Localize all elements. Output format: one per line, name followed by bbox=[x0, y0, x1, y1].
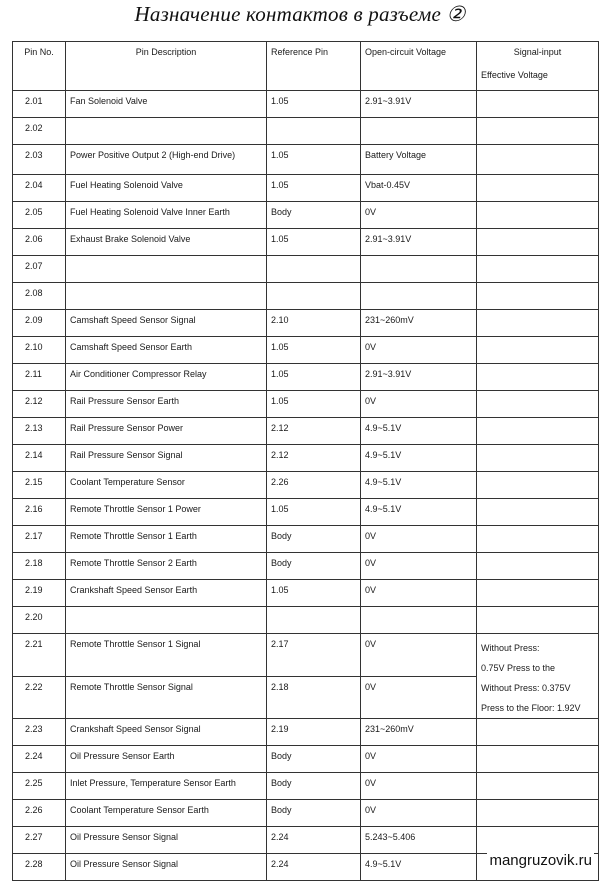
cell-effective-voltage-note bbox=[477, 634, 599, 719]
table-row bbox=[13, 580, 599, 607]
table-row bbox=[13, 310, 599, 337]
cell-pin-no: 2.21 bbox=[13, 634, 66, 677]
cell-pin-description: Rail Pressure Sensor Signal bbox=[66, 445, 267, 472]
header-signal-input-line1: Signal-input bbox=[513, 47, 562, 57]
header-pin-no: Pin No. bbox=[13, 42, 66, 91]
cell-pin-description: Fuel Heating Solenoid Valve bbox=[66, 175, 267, 202]
cell-pin-no: 2.24 bbox=[13, 746, 66, 773]
cell-signal-input bbox=[477, 526, 599, 553]
table-row bbox=[13, 607, 599, 634]
cell-open-circuit-voltage: 2.91~3.91V bbox=[361, 364, 477, 391]
cell-signal-input bbox=[477, 800, 599, 827]
cell-pin-description: Coolant Temperature Sensor Earth bbox=[66, 800, 267, 827]
cell-open-circuit-voltage: Battery Voltage bbox=[361, 145, 477, 175]
cell-reference-pin: Body bbox=[267, 553, 361, 580]
cell-pin-description: Oil Pressure Sensor Signal bbox=[66, 827, 267, 854]
cell-open-circuit-voltage: 0V bbox=[361, 746, 477, 773]
cell-signal-input bbox=[477, 773, 599, 800]
table-row bbox=[13, 719, 599, 746]
header-reference-pin: Reference Pin bbox=[267, 42, 361, 91]
cell-reference-pin: 1.05 bbox=[267, 91, 361, 118]
cell-pin-description: Remote Throttle Sensor 1 Power bbox=[66, 499, 267, 526]
cell-reference-pin: 1.05 bbox=[267, 145, 361, 175]
cell-pin-no: 2.27 bbox=[13, 827, 66, 854]
header-signal-input bbox=[477, 42, 599, 91]
cell-reference-pin: 1.05 bbox=[267, 391, 361, 418]
cell-open-circuit-voltage bbox=[361, 118, 477, 145]
cell-open-circuit-voltage: 0V bbox=[361, 773, 477, 800]
cell-pin-description: Rail Pressure Sensor Earth bbox=[66, 391, 267, 418]
table-row bbox=[13, 202, 599, 229]
cell-pin-no: 2.06 bbox=[13, 229, 66, 256]
cell-reference-pin: Body bbox=[267, 526, 361, 553]
cell-pin-no: 2.20 bbox=[13, 607, 66, 634]
table-row bbox=[13, 746, 599, 773]
cell-open-circuit-voltage: 4.9~5.1V bbox=[361, 472, 477, 499]
cell-signal-input bbox=[477, 310, 599, 337]
cell-signal-input bbox=[477, 91, 599, 118]
cell-signal-input bbox=[477, 746, 599, 773]
effective-voltage-line: Press to the Floor: 1.92V bbox=[481, 703, 581, 713]
cell-reference-pin: 1.05 bbox=[267, 175, 361, 202]
header-pin-description: Pin Description bbox=[66, 42, 267, 91]
table-row bbox=[13, 418, 599, 445]
cell-reference-pin: Body bbox=[267, 202, 361, 229]
cell-reference-pin: 2.24 bbox=[267, 854, 361, 881]
table-row bbox=[13, 337, 599, 364]
page-title: Назначение контактов в разъеме ② bbox=[134, 2, 466, 26]
cell-reference-pin: 2.19 bbox=[267, 719, 361, 746]
cell-signal-input bbox=[477, 719, 599, 746]
cell-pin-no: 2.08 bbox=[13, 283, 66, 310]
cell-signal-input bbox=[477, 607, 599, 634]
cell-signal-input bbox=[477, 553, 599, 580]
cell-pin-no: 2.01 bbox=[13, 91, 66, 118]
cell-pin-description: Remote Throttle Sensor Signal bbox=[66, 676, 267, 719]
cell-open-circuit-voltage: 0V bbox=[361, 800, 477, 827]
cell-reference-pin: 2.12 bbox=[267, 445, 361, 472]
cell-pin-description: Camshaft Speed Sensor Earth bbox=[66, 337, 267, 364]
cell-pin-description bbox=[66, 118, 267, 145]
cell-pin-description: Crankshaft Speed Sensor Earth bbox=[66, 580, 267, 607]
cell-signal-input bbox=[477, 499, 599, 526]
cell-pin-no: 2.19 bbox=[13, 580, 66, 607]
cell-reference-pin: 2.12 bbox=[267, 418, 361, 445]
table-row bbox=[13, 391, 599, 418]
cell-pin-description: Remote Throttle Sensor 2 Earth bbox=[66, 553, 267, 580]
cell-open-circuit-voltage: 4.9~5.1V bbox=[361, 499, 477, 526]
cell-pin-description: Coolant Temperature Sensor bbox=[66, 472, 267, 499]
cell-pin-no: 2.04 bbox=[13, 175, 66, 202]
cell-pin-description bbox=[66, 256, 267, 283]
cell-pin-description: Inlet Pressure, Temperature Sensor Earth bbox=[66, 773, 267, 800]
cell-reference-pin: 2.17 bbox=[267, 634, 361, 677]
table-row bbox=[13, 634, 599, 677]
cell-open-circuit-voltage: 2.91~3.91V bbox=[361, 91, 477, 118]
cell-signal-input bbox=[477, 145, 599, 175]
cell-open-circuit-voltage bbox=[361, 607, 477, 634]
cell-signal-input bbox=[477, 364, 599, 391]
cell-pin-no: 2.03 bbox=[13, 145, 66, 175]
cell-open-circuit-voltage: 231~260mV bbox=[361, 310, 477, 337]
cell-open-circuit-voltage: 4.9~5.1V bbox=[361, 854, 477, 881]
cell-open-circuit-voltage: 0V bbox=[361, 553, 477, 580]
cell-open-circuit-voltage: 0V bbox=[361, 337, 477, 364]
table-body bbox=[13, 91, 599, 881]
cell-pin-no: 2.02 bbox=[13, 118, 66, 145]
cell-pin-no: 2.22 bbox=[13, 676, 66, 719]
cell-reference-pin: 1.05 bbox=[267, 499, 361, 526]
cell-pin-description: Oil Pressure Sensor Earth bbox=[66, 746, 267, 773]
cell-pin-no: 2.18 bbox=[13, 553, 66, 580]
cell-signal-input bbox=[477, 229, 599, 256]
cell-reference-pin bbox=[267, 607, 361, 634]
cell-signal-input bbox=[477, 472, 599, 499]
table-row bbox=[13, 91, 599, 118]
cell-reference-pin: Body bbox=[267, 773, 361, 800]
cell-open-circuit-voltage: Vbat-0.45V bbox=[361, 175, 477, 202]
cell-pin-no: 2.23 bbox=[13, 719, 66, 746]
cell-pin-no: 2.14 bbox=[13, 445, 66, 472]
table-row bbox=[13, 773, 599, 800]
cell-pin-no: 2.09 bbox=[13, 310, 66, 337]
cell-reference-pin bbox=[267, 256, 361, 283]
cell-reference-pin: 2.10 bbox=[267, 310, 361, 337]
table-row bbox=[13, 256, 599, 283]
cell-open-circuit-voltage: 4.9~5.1V bbox=[361, 418, 477, 445]
table-row bbox=[13, 553, 599, 580]
header-open-circuit-voltage: Open-circuit Voltage bbox=[361, 42, 477, 91]
table-row bbox=[13, 472, 599, 499]
cell-pin-description: Remote Throttle Sensor 1 Earth bbox=[66, 526, 267, 553]
cell-signal-input bbox=[477, 827, 599, 854]
cell-pin-no: 2.15 bbox=[13, 472, 66, 499]
cell-reference-pin: 1.05 bbox=[267, 337, 361, 364]
cell-open-circuit-voltage: 5.243~5.406 bbox=[361, 827, 477, 854]
header-effective-voltage: Effective Voltage bbox=[481, 70, 548, 80]
cell-pin-description: Power Positive Output 2 (High-end Drive) bbox=[66, 145, 267, 175]
cell-pin-no: 2.11 bbox=[13, 364, 66, 391]
table-row bbox=[13, 800, 599, 827]
cell-pin-no: 2.25 bbox=[13, 773, 66, 800]
cell-pin-description bbox=[66, 607, 267, 634]
cell-open-circuit-voltage: 0V bbox=[361, 580, 477, 607]
cell-signal-input bbox=[477, 202, 599, 229]
cell-pin-no: 2.28 bbox=[13, 854, 66, 881]
cell-signal-input bbox=[477, 118, 599, 145]
table-row bbox=[13, 145, 599, 175]
cell-pin-description: Exhaust Brake Solenoid Valve bbox=[66, 229, 267, 256]
cell-open-circuit-voltage: 231~260mV bbox=[361, 719, 477, 746]
pin-table bbox=[12, 41, 599, 881]
cell-pin-description: Camshaft Speed Sensor Signal bbox=[66, 310, 267, 337]
table-row bbox=[13, 118, 599, 145]
cell-reference-pin: 1.05 bbox=[267, 229, 361, 256]
table-row bbox=[13, 175, 599, 202]
table-header-row bbox=[13, 42, 599, 91]
cell-signal-input bbox=[477, 283, 599, 310]
cell-signal-input bbox=[477, 580, 599, 607]
cell-pin-no: 2.17 bbox=[13, 526, 66, 553]
cell-reference-pin: Body bbox=[267, 800, 361, 827]
cell-open-circuit-voltage: 0V bbox=[361, 634, 477, 677]
cell-open-circuit-voltage: 2.91~3.91V bbox=[361, 229, 477, 256]
effective-voltage-line: Without Press: bbox=[481, 643, 540, 653]
cell-signal-input bbox=[477, 418, 599, 445]
cell-reference-pin: 1.05 bbox=[267, 580, 361, 607]
cell-pin-description: Remote Throttle Sensor 1 Signal bbox=[66, 634, 267, 677]
cell-pin-description: Crankshaft Speed Sensor Signal bbox=[66, 719, 267, 746]
table-row bbox=[13, 526, 599, 553]
cell-pin-no: 2.12 bbox=[13, 391, 66, 418]
table-row bbox=[13, 499, 599, 526]
cell-pin-no: 2.05 bbox=[13, 202, 66, 229]
cell-open-circuit-voltage: 0V bbox=[361, 391, 477, 418]
cell-reference-pin: Body bbox=[267, 746, 361, 773]
effective-voltage-line: Without Press: 0.375V bbox=[481, 683, 571, 693]
table-row bbox=[13, 229, 599, 256]
table-row bbox=[13, 827, 599, 854]
cell-signal-input bbox=[477, 391, 599, 418]
cell-pin-no: 2.16 bbox=[13, 499, 66, 526]
cell-pin-description: Fan Solenoid Valve bbox=[66, 91, 267, 118]
cell-open-circuit-voltage: 0V bbox=[361, 202, 477, 229]
cell-pin-description bbox=[66, 283, 267, 310]
cell-open-circuit-voltage bbox=[361, 256, 477, 283]
cell-pin-no: 2.26 bbox=[13, 800, 66, 827]
cell-signal-input bbox=[477, 445, 599, 472]
effective-voltage-line: 0.75V Press to the bbox=[481, 663, 556, 673]
table-row bbox=[13, 445, 599, 472]
cell-pin-description: Fuel Heating Solenoid Valve Inner Earth bbox=[66, 202, 267, 229]
cell-open-circuit-voltage: 0V bbox=[361, 676, 477, 719]
cell-reference-pin: 2.24 bbox=[267, 827, 361, 854]
cell-pin-no: 2.13 bbox=[13, 418, 66, 445]
cell-pin-no: 2.10 bbox=[13, 337, 66, 364]
cell-signal-input bbox=[477, 175, 599, 202]
table-row bbox=[13, 283, 599, 310]
watermark: mangruzovik.ru bbox=[489, 852, 592, 869]
cell-open-circuit-voltage: 4.9~5.1V bbox=[361, 445, 477, 472]
cell-reference-pin bbox=[267, 283, 361, 310]
cell-reference-pin: 2.26 bbox=[267, 472, 361, 499]
cell-pin-no: 2.07 bbox=[13, 256, 66, 283]
cell-pin-description: Rail Pressure Sensor Power bbox=[66, 418, 267, 445]
cell-signal-input bbox=[477, 337, 599, 364]
cell-open-circuit-voltage bbox=[361, 283, 477, 310]
cell-open-circuit-voltage: 0V bbox=[361, 526, 477, 553]
cell-reference-pin: 2.18 bbox=[267, 676, 361, 719]
cell-pin-description: Air Conditioner Compressor Relay bbox=[66, 364, 267, 391]
cell-signal-input bbox=[477, 256, 599, 283]
cell-reference-pin: 1.05 bbox=[267, 364, 361, 391]
cell-reference-pin bbox=[267, 118, 361, 145]
table-row bbox=[13, 364, 599, 391]
cell-pin-description: Oil Pressure Sensor Signal bbox=[66, 854, 267, 881]
